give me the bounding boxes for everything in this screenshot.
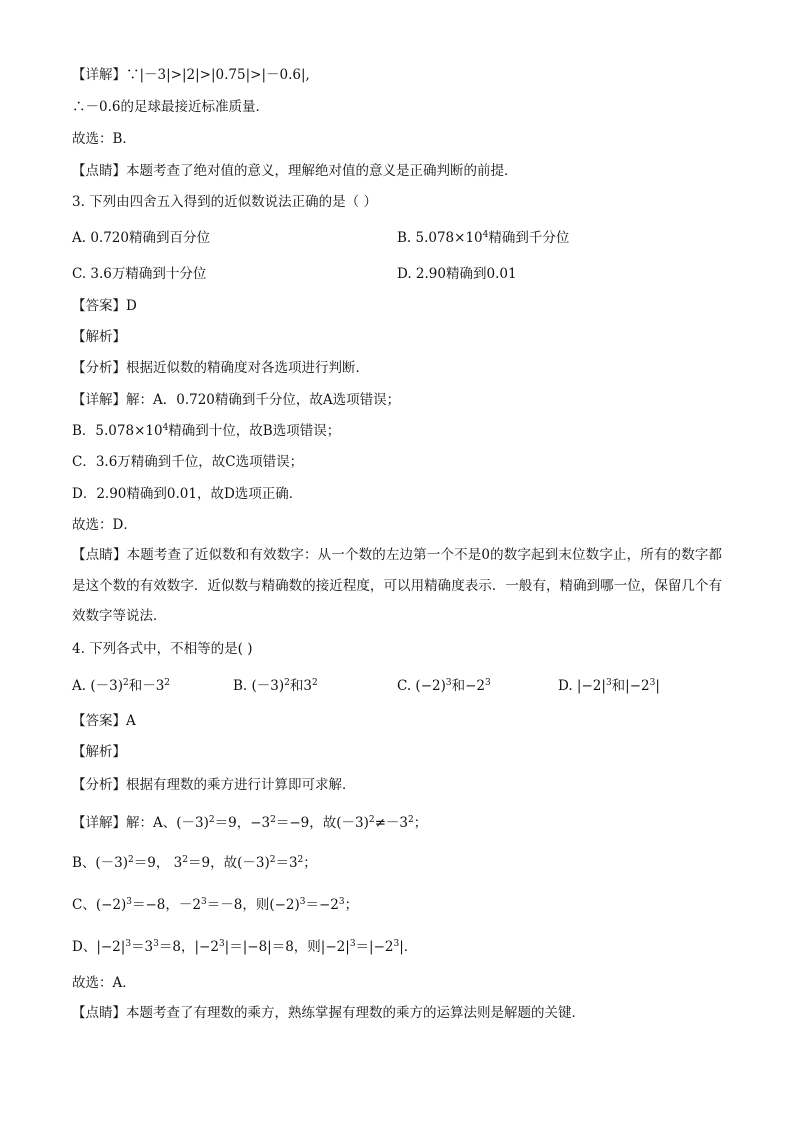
- q3-detail-c: C．3.6万精确到千位，故C选项错误；: [72, 454, 304, 470]
- q4-detail-c: C、$(-2)^3=-8$，$-2^3=-8$，则$(-2)^3=-2^3$；: [72, 897, 359, 913]
- q4-analysis: 【分析】根据有理数的乘方进行计算即可求解．: [72, 777, 356, 793]
- q3-detail-d: D．2.90精确到0.01，故D选项正确．: [72, 486, 303, 502]
- q4-comment: 【点睛】本题考查了有理数的乘方，熟练掌握有理数的乘方的运算法则是解题的关键．: [72, 1005, 585, 1021]
- q4-option-a: A. $(-3)^2$和$-3^2$: [72, 678, 171, 694]
- q4-option-b: B. $(-3)^2$和$3^2$: [233, 678, 318, 694]
- q3-comment: 【点睛】本题考查了近似数和有效数字：从一个数的左边第一个不是0的数字起到末位数字止，所有的数字都是这个数的有效数字．近似数与精确数的接近程度，可以用精确度表示．一般有，精确到哪一位，保留几个有效数字等说法．: [72, 547, 722, 624]
- q3-choose: 故选：D．: [72, 517, 137, 533]
- detail-line: 【详解】∵|－3|>|2|>|0.75|>|－0.6|,: [72, 67, 310, 83]
- q3-option-d: D. 2.90精确到0.01: [397, 266, 517, 282]
- q3-detail-a: 【详解】解：A．0.720精确到千分位，故A选项错误；: [72, 392, 401, 408]
- q4-detail-a: 【详解】解：A、$(-3)^2=9$，$-3^2=-9$，故$(-3)^2\ne-3^2$；: [72, 815, 428, 831]
- q3-option-b: B. $5.078\times 10^4$精确到千分位: [397, 230, 570, 246]
- q3-detail-b: B．$5.078\times 10^4$精确到十位，故B选项错误；: [72, 423, 341, 439]
- q4-detail-d: D、$|-2|^3=3^3=8$，$|-2^3|=|-8|=8$，则$|-2|^3=|-2^3|$．: [72, 939, 418, 955]
- q4-detail-b: B、$(-3)^2=9$， $3^2=9$，故$(-3)^2=3^2$；: [72, 855, 317, 871]
- q3-option-c: C. 3.6万精确到十分位: [72, 266, 207, 282]
- q3-answer: 【答案】D: [72, 298, 137, 314]
- question-4-stem: 4. 下列各式中，不相等的是( ): [72, 641, 253, 657]
- choose-line: 故选：B．: [72, 131, 136, 147]
- therefore-line: ∴－0.6的足球最接近标准质量．: [72, 99, 269, 115]
- comment-line: 【点睛】本题考查了绝对值的意义，理解绝对值的意义是正确判断的前提．: [72, 163, 518, 179]
- question-3-stem: 3. 下列由四舍五入得到的近似数说法正确的是（ ）: [72, 194, 377, 210]
- q4-choose: 故选：A．: [72, 975, 136, 991]
- q4-option-d: D. $|-2|^3$和$|-2^3|$: [558, 678, 660, 694]
- q4-option-c: C. $(-2)^3$和$-2^3$: [397, 678, 491, 694]
- q3-analysis-heading: 【解析】: [72, 329, 126, 345]
- q4-answer: 【答案】A: [72, 713, 136, 729]
- q3-analysis: 【分析】根据近似数的精确度对各选项进行判断．: [72, 360, 369, 376]
- q3-option-a: A. 0.720精确到百分位: [72, 230, 210, 246]
- q4-analysis-heading: 【解析】: [72, 744, 126, 760]
